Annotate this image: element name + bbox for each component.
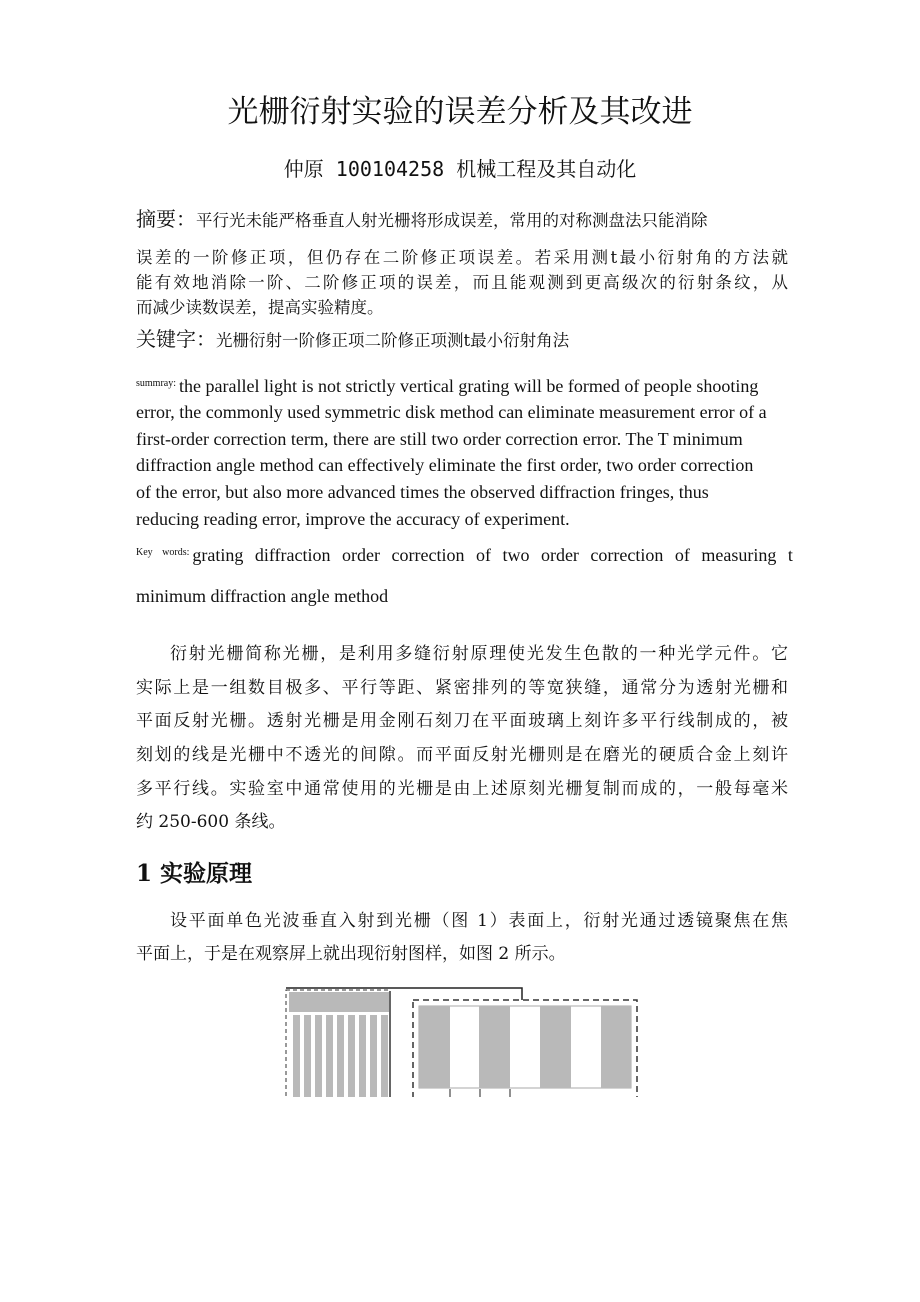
paragraph-line: 实际上是一组数目极多、平行等距、紧密排列的等宽狭缝，通常分为透射光栅和 (136, 678, 788, 698)
summary-line: first-order correction term, there are still two order correction error. The T minimum (136, 429, 743, 449)
keywords-en-line: minimum diffraction angle method (136, 586, 389, 606)
summary-line: error, the commonly used symmetric disk method can eliminate measurement error of a (136, 402, 767, 422)
keywords-en-label: Key words: (136, 547, 190, 558)
section-heading: 1 实验原理 (136, 860, 253, 887)
summary-line: diffraction angle method can effectively eliminate the first order, two order correction (136, 455, 754, 475)
keywords-label: 关键字： (136, 327, 216, 351)
paragraph-line: 多平行线。实验室中通常使用的光栅是由上述原刻光栅复制而成的，一般每毫米 (136, 779, 788, 799)
paragraph-line: 约 250-600 条线。 (136, 812, 286, 832)
paragraph-line: 平面上，于是在观察屏上就出现衍射图样，如图 2 所示。 (136, 944, 566, 964)
abstract-line: 而减少读数误差，提高实验精度。 (136, 298, 384, 317)
summary-line: $^{summray:}$ the parallel light is not strictly vertical grating will be formed of people shooting (136, 376, 759, 396)
keywords-en-line: $^{Key words:}$ grating diffraction order correction of two order correction of measuring t (136, 545, 793, 565)
page-title: 光栅衍射实验的误差分析及其改进 (227, 94, 693, 130)
abstract-line: 误差的一阶修正项，但仍存在二阶修正项误差。若采用测t最小衍射角的方法就 (136, 248, 788, 267)
abstract-label: 摘要： (136, 207, 196, 231)
paragraph-line: 衍射光栅简称光栅，是利用多缝衍射原理使光发生色散的一种光学元件。它 (170, 644, 788, 664)
keywords-line: 关键字：光栅衍射一阶修正项二阶修正项测t最小衍射角法 (136, 327, 570, 351)
grating-diagram-figure (285, 985, 640, 1097)
summary-label: summray: (136, 378, 176, 389)
abstract-line: 能有效地消除一阶、二阶修正项的误差，而且能观测到更高级次的衍射条纹，从 (136, 273, 788, 292)
abstract-line: 摘要：平行光未能严格垂直人射光栅将形成误差，常用的对称测盘法只能消除 (136, 207, 708, 231)
summary-line: reducing reading error, improve the accuracy of experiment. (136, 509, 570, 529)
paragraph-line: 设平面单色光波垂直入射到光栅（图 1）表面上，衍射光通过透镜聚焦在焦 (170, 911, 788, 931)
paragraph-line: 平面反射光栅。透射光栅是用金刚石刻刀在平面玻璃上刻许多平行线制成的，被 (136, 711, 788, 731)
summary-line: of the error, but also more advanced times the observed diffraction fringes, thus (136, 482, 709, 502)
paragraph-line: 刻划的线是光栅中不透光的间隙。而平面反射光栅则是在磨光的硬质合金上刻许 (136, 745, 788, 765)
author-line: 仲原 100104258 机械工程及其自动化 (283, 157, 637, 181)
